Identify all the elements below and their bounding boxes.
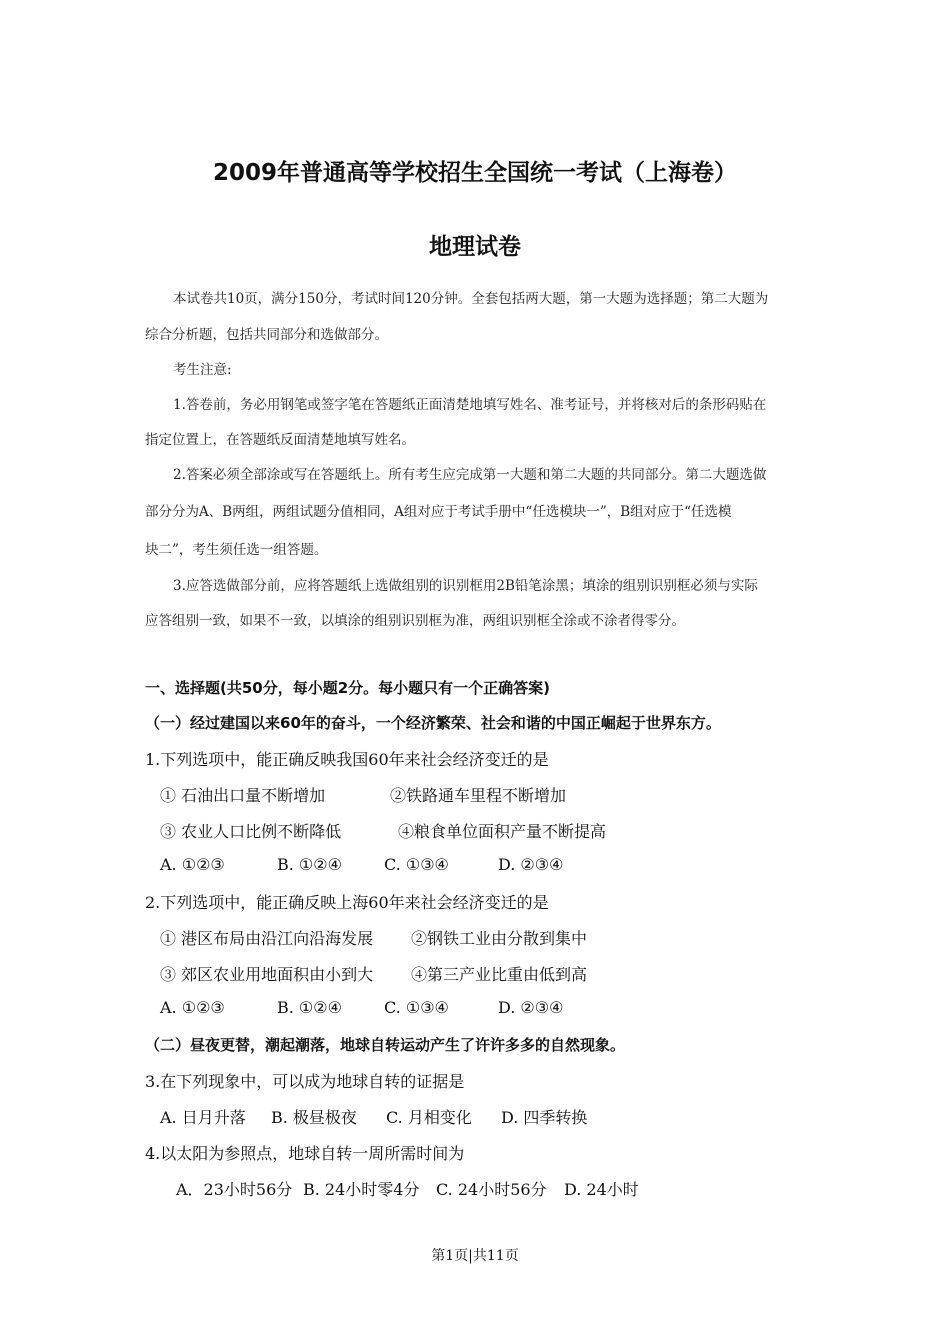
q4-option-c: C. 24小时56分 — [436, 1180, 547, 1199]
notice-2-line-3: 块二”，考生须任选一组答题。 — [145, 542, 328, 558]
q4-option-d: D. 24小时 — [564, 1180, 639, 1199]
q2-statement-4: ④第三产业比重由低到高 — [411, 965, 588, 984]
q1-statement-1: ① 石油出口量不断增加 — [160, 786, 326, 805]
q1-option-b: B. ①②④ — [277, 855, 342, 874]
q2-option-d: D. ②③④ — [498, 998, 564, 1017]
notice-3-line-1: 3.应答选做部分前，应将答题纸上选做组别的识别框用2B铅笔涂黑；填涂的组别识别框必须与实际 — [173, 578, 758, 594]
intro-line-1: 本试卷共10页，满分150分，考试时间120分钟。全套包括两大题，第一大题为选择题；第二大题为 — [173, 291, 769, 307]
exam-subtitle: 地理试卷 — [429, 234, 521, 260]
q1-statement-2: ②铁路通车里程不断增加 — [390, 786, 567, 805]
notice-heading: 考生注意: — [173, 362, 232, 378]
page-footer: 第1页|共11页 — [431, 1248, 519, 1264]
q3-option-c: C. 月相变化 — [386, 1108, 472, 1127]
question-4-stem: 4.以太阳为参照点，地球自转一周所需时间为 — [145, 1144, 465, 1163]
q2-option-c: C. ①③④ — [384, 998, 449, 1017]
q1-option-a: A. ①②③ — [160, 855, 225, 874]
intro-line-2: 综合分析题，包括共同部分和选做部分。 — [145, 327, 388, 343]
group-1-heading: （一）经过建国以来60年的奋斗，一个经济繁荣、社会和谐的中国正崛起于世界东方。 — [145, 714, 721, 732]
q3-option-b: B. 极昼极夜 — [271, 1108, 357, 1127]
q1-statement-3: ③ 农业人口比例不断降低 — [160, 822, 342, 841]
q4-option-b: B. 24小时零4分 — [303, 1180, 420, 1199]
q3-option-d: D. 四季转换 — [501, 1108, 588, 1127]
q2-option-b: B. ①②④ — [277, 998, 342, 1017]
q2-statement-3: ③ 郊区农业用地面积由小到大 — [160, 965, 374, 984]
q1-option-c: C. ①③④ — [384, 855, 449, 874]
q1-statement-4: ④粮食单位面积产量不断提高 — [398, 822, 607, 841]
section-heading: 一、选择题(共50分，每小题2分。每小题只有一个正确答案) — [145, 679, 551, 697]
notice-2-line-1: 2.答案必须全部涂或写在答题纸上。所有考生应完成第一大题和第二大题的共同部分。第二大题选做 — [173, 467, 767, 483]
q1-option-d: D. ②③④ — [498, 855, 564, 874]
notice-1-line-2: 指定位置上，在答题纸反面清楚地填写姓名。 — [145, 432, 415, 448]
q4-option-a: A．23小时56分 — [176, 1180, 293, 1199]
question-2-stem: 2.下列选项中，能正确反映上海60年来社会经济变迁的是 — [145, 893, 549, 912]
question-3-stem: 3.在下列现象中，可以成为地球自转的证据是 — [145, 1072, 465, 1091]
notice-2-line-2: 部分分为A、B两组，两组试题分值相同，A组对应于考试手册中“任选模块一”，B组对应于“任选模 — [145, 504, 732, 520]
question-1-stem: 1.下列选项中，能正确反映我国60年来社会经济变迁的是 — [145, 750, 549, 769]
q2-statement-2: ②钢铁工业由分散到集中 — [411, 929, 588, 948]
notice-1-line-1: 1.答卷前，务必用钢笔或签字笔在答题纸正面清楚地填写姓名、准考证号，并将核对后的条形码贴在 — [173, 397, 767, 413]
q2-statement-1: ① 港区布局由沿江向沿海发展 — [160, 929, 374, 948]
group-2-heading: （二）昼夜更替，潮起潮落，地球自转运动产生了许许多多的自然现象。 — [145, 1036, 626, 1054]
exam-title: 2009年普通高等学校招生全国统一考试（上海卷） — [212, 160, 737, 186]
q2-option-a: A. ①②③ — [160, 998, 225, 1017]
notice-3-line-2: 应答组别一致，如果不一致，以填涂的组别识别框为准，两组识别框全涂或不涂者得零分。 — [145, 613, 685, 629]
q3-option-a: A. 日月升落 — [160, 1108, 246, 1127]
